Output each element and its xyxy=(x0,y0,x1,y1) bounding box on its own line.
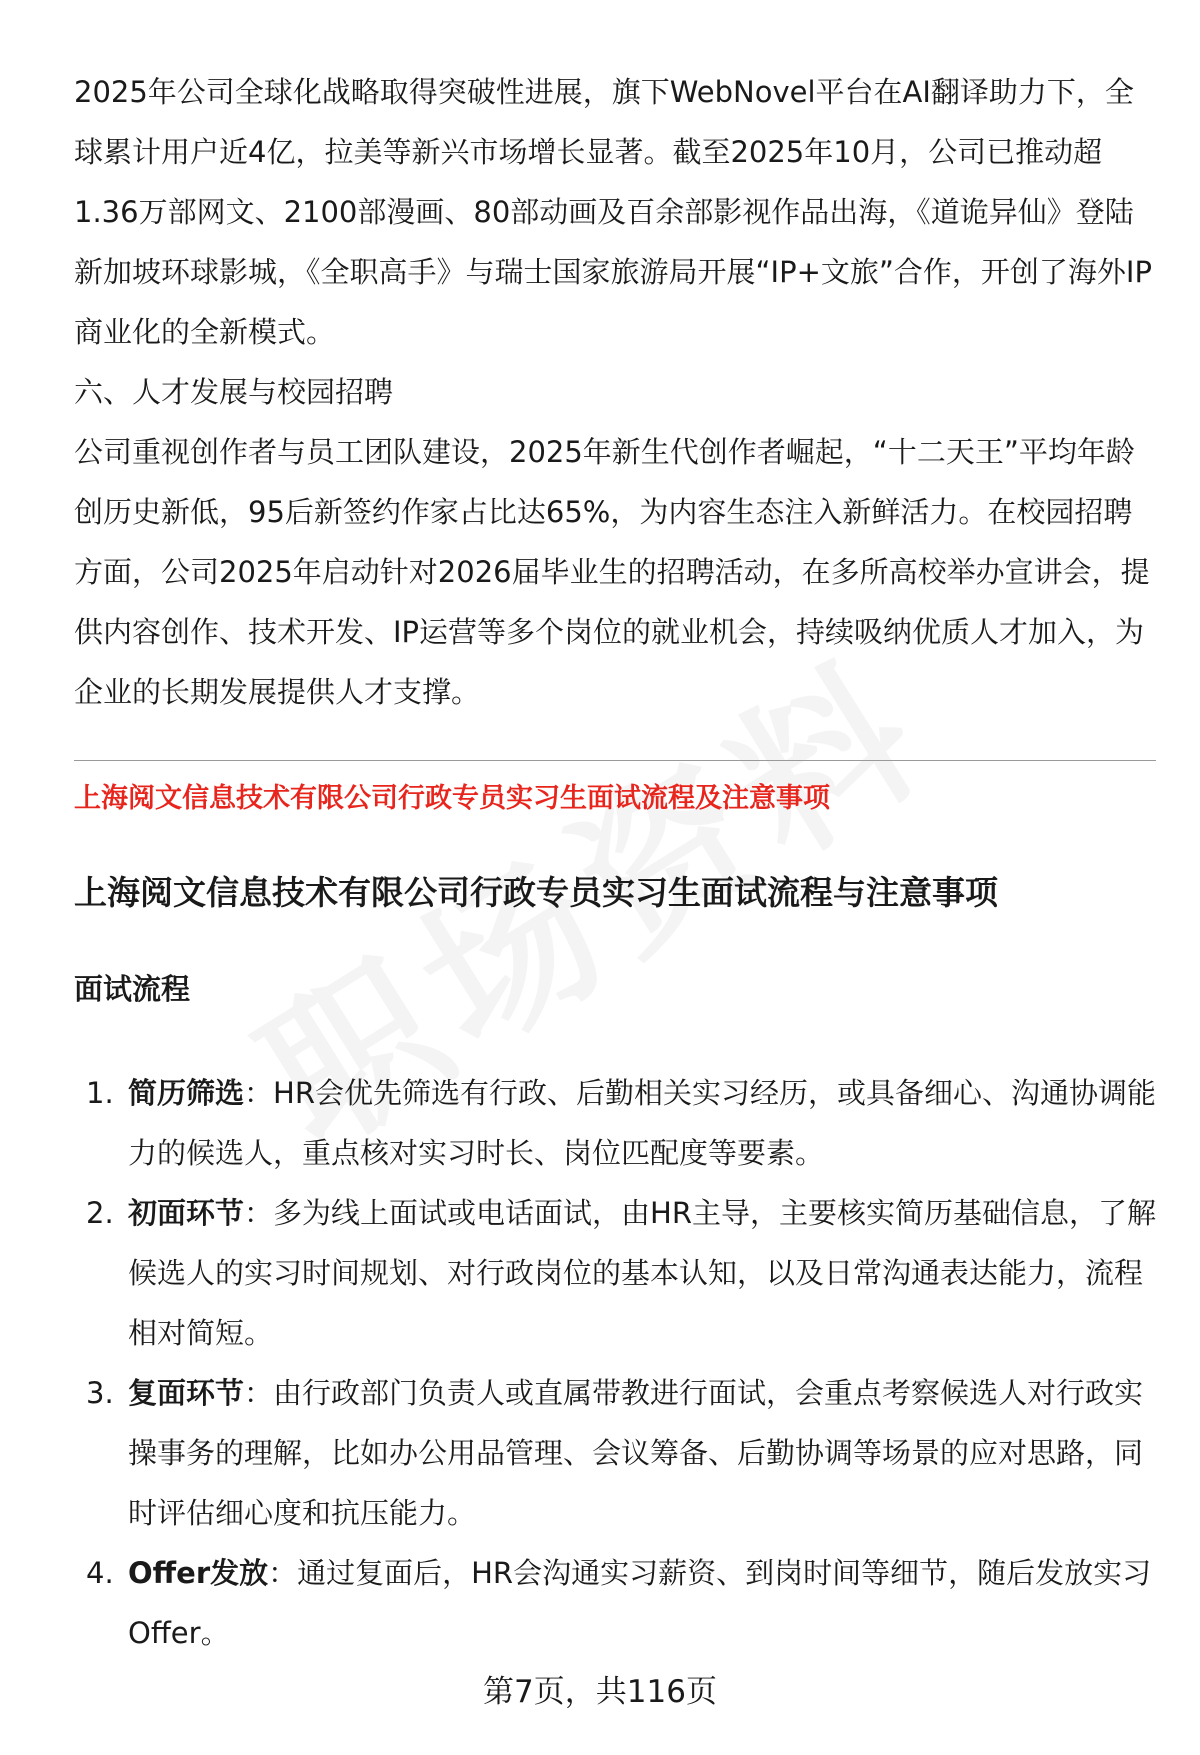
step-name: Offer发放 xyxy=(128,1556,269,1590)
list-item xyxy=(74,1543,1156,1663)
list-item xyxy=(74,1363,1156,1543)
step-number: 4. xyxy=(86,1556,114,1590)
step-name: 简历筛选 xyxy=(128,1076,245,1110)
step-text: ：通过复面后，HR会沟通实习薪资、到岗时间等细节，随后发放实习Offer。 xyxy=(128,1556,1152,1650)
interview-steps-list xyxy=(74,1063,1156,1663)
list-item xyxy=(74,1063,1156,1183)
paragraph-recruitment: 公司重视创作者与员工团队建设，2025年新生代创作者崛起，“十二天王”平均年龄创历史新低，95后新签约作家占比达65%，为内容生态注入新鲜活力。在校园招聘方面，公司2025年启动针对2026届毕业生的招聘活动，在多所高校举办宣讲会，提供内容创作、技术开发、IP运营等多个岗位的就业机会，持续吸纳优质人才加入，为企业的长期发展提供人才支撑。 xyxy=(74,435,1150,709)
section-divider xyxy=(74,760,1156,761)
section-red-title: 上海阅文信息技术有限公司行政专员实习生面试流程及注意事项 xyxy=(74,783,830,814)
step-text: ：多为线上面试或电话面试，由HR主导，主要核实简历基础信息，了解候选人的实习时间规划、对行政岗位的基本认知，以及日常沟通表达能力，流程相对简短。 xyxy=(128,1196,1156,1350)
step-number: 2. xyxy=(86,1196,114,1230)
step-text: ：HR会优先筛选有行政、后勤相关实习经历，或具备细心、沟通协调能力的候选人，重点核对实习时长、岗位匹配度等要素。 xyxy=(128,1076,1156,1170)
section-heading-talent: 六、人才发展与校园招聘 xyxy=(74,375,394,409)
step-text: ：由行政部门负责人或直属带教进行面试，会重点考察候选人对行政实操事务的理解，比如办公用品管理、会议筹备、后勤协调等场景的应对思路，同时评估细心度和抗压能力。 xyxy=(128,1376,1144,1530)
page-footer: 第7页，共116页 xyxy=(483,1674,717,1710)
step-name: 初面环节 xyxy=(128,1196,245,1230)
document-title: 上海阅文信息技术有限公司行政专员实习生面试流程与注意事项 xyxy=(74,873,998,912)
step-number: 1. xyxy=(86,1076,114,1110)
page-content xyxy=(74,62,1156,1663)
paragraph-globalization: 2025年公司全球化战略取得突破性进展，旗下WebNovel平台在AI翻译助力下，全球累计用户近4亿，拉美等新兴市场增长显著。截至2025年10月，公司已推动超1.36万部网文、2100部漫画、80部动画及百余部影视作品出海，《道诡异仙》登陆新加坡环球影城，《全职高手》与瑞士国家旅游局开展“IP+文旅”合作，开创了海外IP商业化的全新模式。 xyxy=(74,75,1152,349)
step-name: 复面环节 xyxy=(128,1376,245,1410)
list-item xyxy=(74,1183,1156,1363)
step-number: 3. xyxy=(86,1376,114,1410)
interview-process-heading: 面试流程 xyxy=(74,972,191,1006)
